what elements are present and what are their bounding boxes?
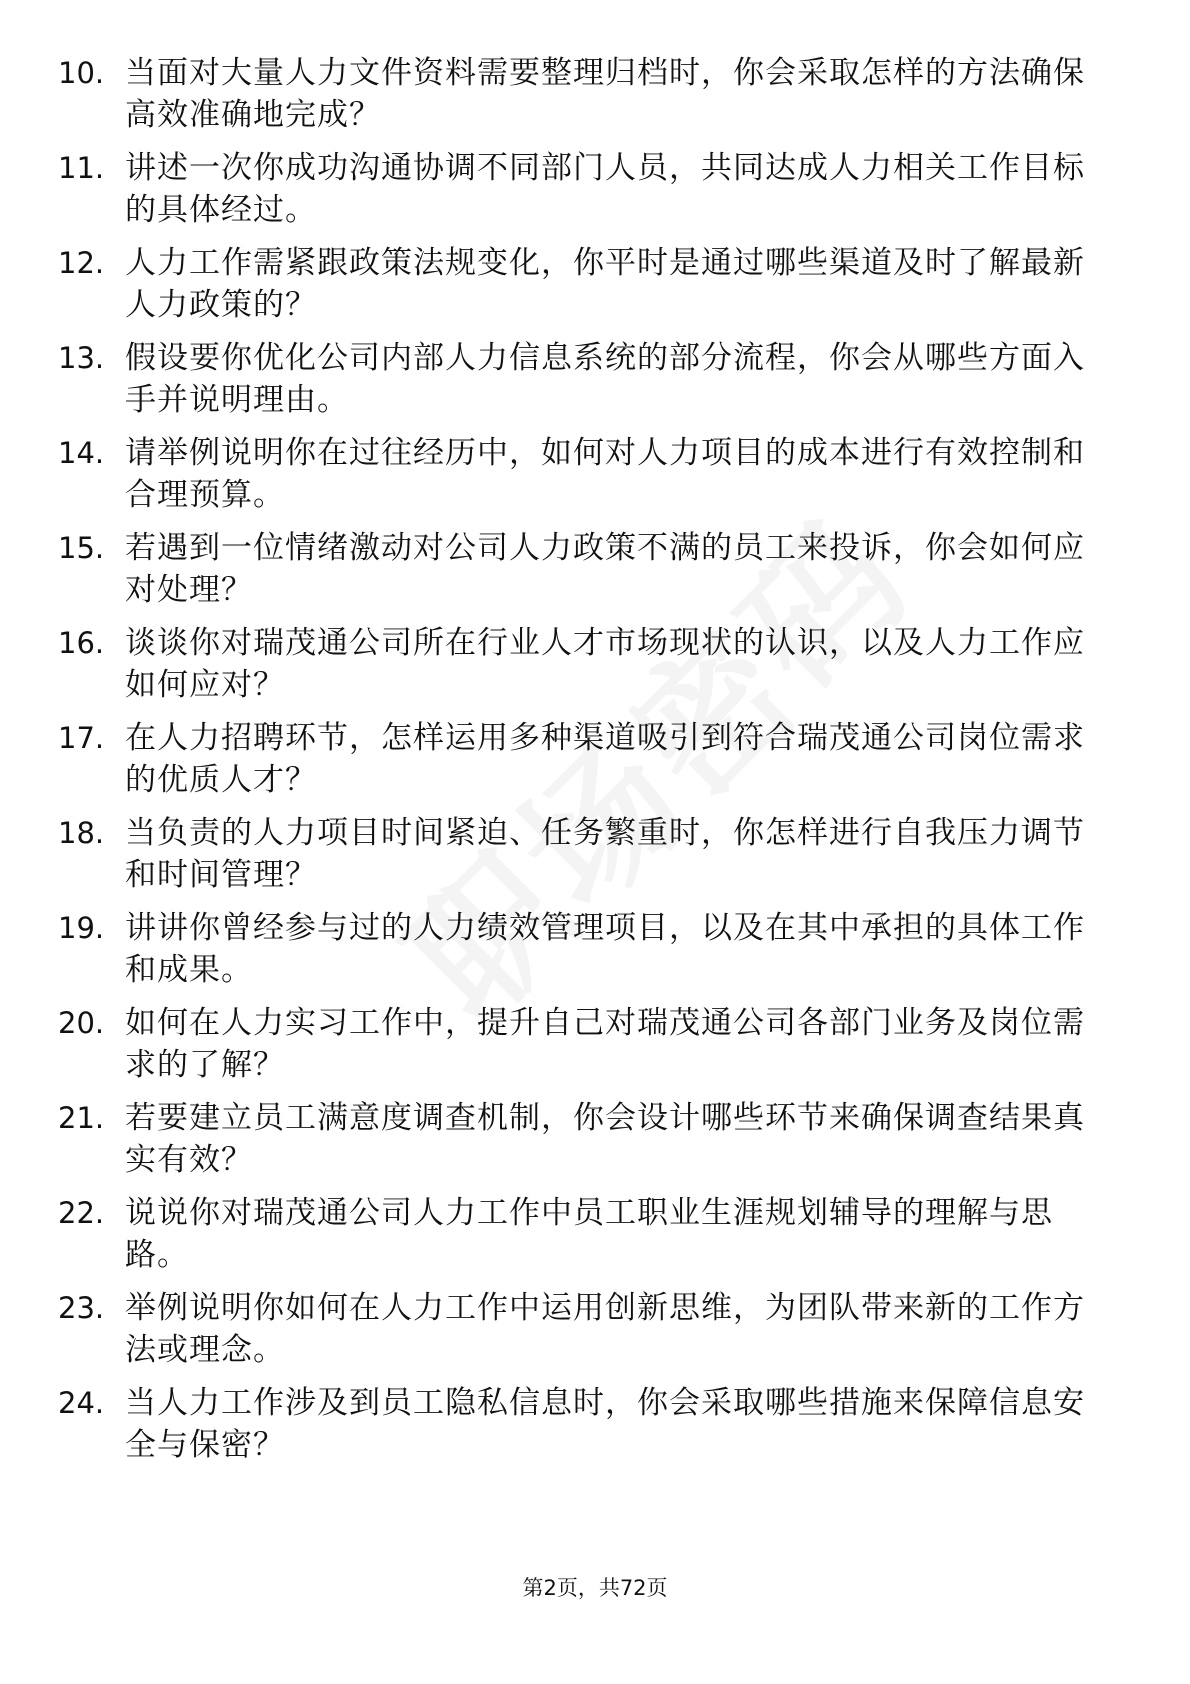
question-number: 17. <box>58 721 105 755</box>
question-number: 19. <box>58 911 105 945</box>
question-item <box>58 527 1108 622</box>
question-item <box>58 432 1108 527</box>
question-item <box>58 52 1108 147</box>
question-item <box>58 622 1108 717</box>
question-number: 23. <box>58 1291 105 1325</box>
question-text: 请举例说明你在过往经历中，如何对人力项目的成本进行有效控制和合理预算。 <box>125 435 1085 513</box>
question-item <box>58 1287 1108 1382</box>
question-number: 13. <box>58 341 105 375</box>
question-text: 说说你对瑞茂通公司人力工作中员工职业生涯规划辅导的理解与思路。 <box>125 1195 1053 1273</box>
question-item <box>58 907 1108 1002</box>
question-text: 若要建立员工满意度调查机制，你会设计哪些环节来确保调查结果真实有效？ <box>125 1100 1085 1178</box>
question-item <box>58 1382 1108 1477</box>
question-list <box>58 52 1108 1477</box>
question-number: 14. <box>58 436 105 470</box>
question-text: 讲讲你曾经参与过的人力绩效管理项目，以及在其中承担的具体工作和成果。 <box>125 910 1085 988</box>
question-item <box>58 717 1108 812</box>
question-text: 讲述一次你成功沟通协调不同部门人员，共同达成人力相关工作目标的具体经过。 <box>125 150 1085 228</box>
question-item <box>58 1192 1108 1287</box>
question-text: 假设要你优化公司内部人力信息系统的部分流程，你会从哪些方面入手并说明理由。 <box>125 340 1085 418</box>
question-item <box>58 147 1108 242</box>
question-number: 15. <box>58 531 105 565</box>
question-number: 20. <box>58 1006 105 1040</box>
question-number: 16. <box>58 626 105 660</box>
question-text: 谈谈你对瑞茂通公司所在行业人才市场现状的认识，以及人力工作应如何应对？ <box>125 625 1085 703</box>
question-item <box>58 812 1108 907</box>
page-footer <box>0 1574 1190 1602</box>
question-item <box>58 1002 1108 1097</box>
question-text: 人力工作需紧跟政策法规变化，你平时是通过哪些渠道及时了解最新人力政策的？ <box>125 245 1085 323</box>
question-text: 若遇到一位情绪激动对公司人力政策不满的员工来投诉，你会如何应对处理？ <box>125 530 1085 608</box>
question-number: 21. <box>58 1101 105 1135</box>
question-text: 当人力工作涉及到员工隐私信息时，你会采取哪些措施来保障信息安全与保密？ <box>125 1385 1085 1463</box>
question-number: 18. <box>58 816 105 850</box>
question-number: 11. <box>58 151 105 185</box>
question-item <box>58 242 1108 337</box>
question-item <box>58 1097 1108 1192</box>
question-number: 22. <box>58 1196 105 1230</box>
page-number-label: 第2页，共72页 <box>522 1576 668 1600</box>
question-item <box>58 337 1108 432</box>
question-number: 10. <box>58 56 105 90</box>
question-text: 当面对大量人力文件资料需要整理归档时，你会采取怎样的方法确保高效准确地完成？ <box>125 55 1085 133</box>
question-text: 在人力招聘环节，怎样运用多种渠道吸引到符合瑞茂通公司岗位需求的优质人才？ <box>125 720 1085 798</box>
question-text: 如何在人力实习工作中，提升自己对瑞茂通公司各部门业务及岗位需求的了解？ <box>125 1005 1085 1083</box>
question-number: 12. <box>58 246 105 280</box>
question-number: 24. <box>58 1386 105 1420</box>
question-text: 当负责的人力项目时间紧迫、任务繁重时，你怎样进行自我压力调节和时间管理？ <box>125 815 1085 893</box>
question-text: 举例说明你如何在人力工作中运用创新思维，为团队带来新的工作方法或理念。 <box>125 1290 1085 1368</box>
